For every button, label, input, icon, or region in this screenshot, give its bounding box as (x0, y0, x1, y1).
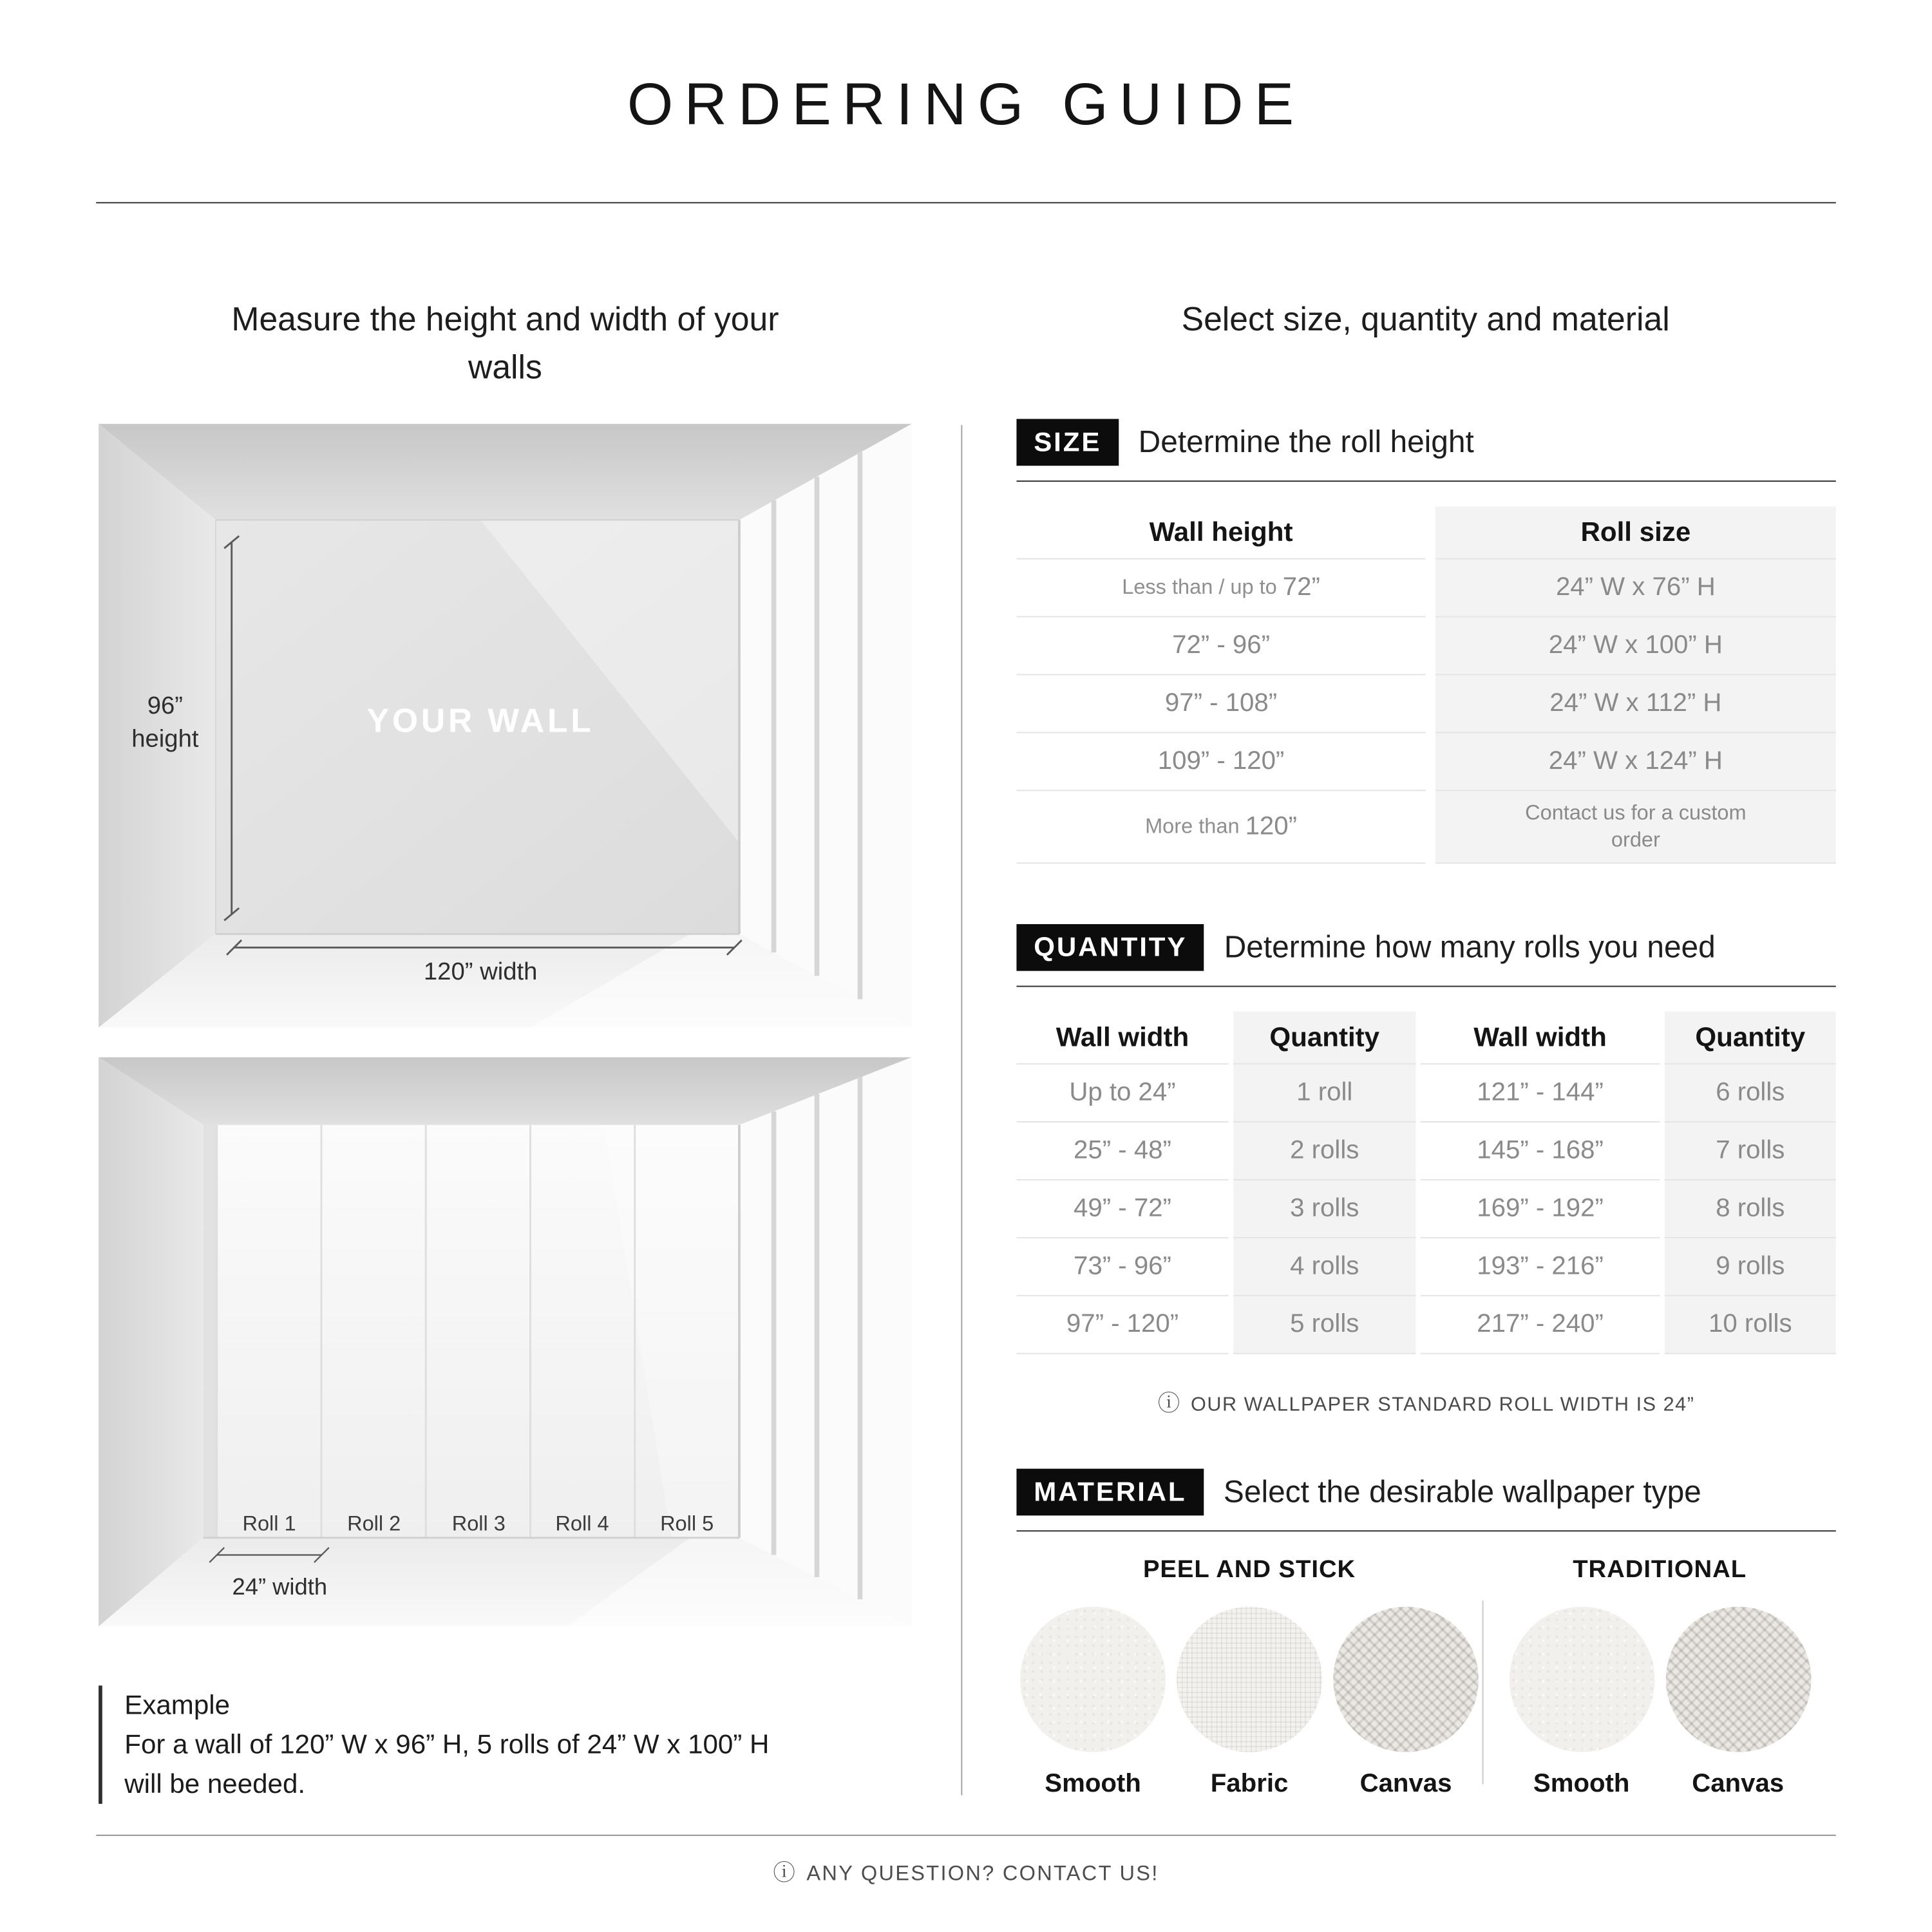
swatch-row (1484, 1607, 1836, 1799)
canvas-texture-icon (1665, 1607, 1811, 1752)
your-wall-label: YOUR WALL (366, 702, 594, 739)
material-subtitle: Select the desirable wallpaper type (1223, 1474, 1701, 1509)
quantity-badge: QUANTITY (1016, 924, 1204, 971)
wall-width-cell: 217” - 240” (1421, 1296, 1660, 1354)
quantity-cell: 5 rolls (1233, 1296, 1416, 1354)
wall-height-value: 97” - 108” (1164, 688, 1278, 717)
swatch-fabric (1177, 1607, 1322, 1799)
roll-size-cell: 24” W x 124” H (1435, 733, 1836, 791)
note-text: OUR WALLPAPER STANDARD ROLL WIDTH IS 24” (1191, 1394, 1695, 1416)
roll-label: Roll 4 (555, 1511, 609, 1535)
roll-width-label: 24” width (232, 1575, 328, 1601)
example-note (99, 1685, 888, 1803)
roll-label: Roll 2 (347, 1511, 401, 1535)
roll-size-cell: 24” W x 112” H (1435, 675, 1836, 733)
wall-width-cell: 145” - 168” (1421, 1122, 1660, 1180)
roll-layout-diagram (99, 1057, 912, 1627)
material-groups (1016, 1556, 1835, 1799)
roll-size-cell: 24” W x 76” H (1435, 560, 1836, 618)
roll-label: Roll 5 (660, 1511, 714, 1535)
quantity-cell: 10 rolls (1665, 1296, 1836, 1354)
footer-note (0, 1855, 1932, 1888)
quantity-cell: 7 rolls (1665, 1122, 1836, 1180)
wallpaper-rolls (217, 1125, 739, 1538)
wall-width-cell: 49” - 72” (1016, 1180, 1228, 1238)
quantity-cell: 9 rolls (1665, 1238, 1836, 1296)
quantity-cell: 6 rolls (1665, 1065, 1836, 1122)
smooth-texture-icon (1509, 1607, 1654, 1752)
roll-size-header: Roll size (1435, 506, 1836, 559)
material-badge: MATERIAL (1016, 1469, 1204, 1516)
wall-height-cell (1016, 675, 1425, 733)
quantity-cell: 3 rolls (1233, 1180, 1416, 1238)
roll-label: Roll 1 (242, 1511, 296, 1535)
wall-width-cell: 193” - 216” (1421, 1238, 1660, 1296)
height-value: 96” (147, 692, 184, 720)
height-word: height (131, 725, 199, 753)
swatch-label: Canvas (1359, 1769, 1452, 1798)
footer-divider (96, 1835, 1836, 1836)
wall-width-cell: Up to 24” (1016, 1065, 1228, 1122)
select-heading: Select size, quantity and material (1181, 300, 1670, 338)
footer-text: ANY QUESTION? CONTACT US! (806, 1861, 1159, 1886)
quantity-section (1016, 924, 1835, 1418)
material-section-header (1016, 1469, 1835, 1532)
example-line1: For a wall of 120” W x 96” H, 5 rolls of 24” W x 100” H (124, 1728, 770, 1759)
wall-height-prefix: More than (1145, 814, 1245, 838)
roll-label: Roll 3 (451, 1511, 506, 1535)
quantity-section-header (1016, 924, 1835, 987)
size-badge: SIZE (1016, 419, 1119, 466)
wall-measurement-diagram (99, 424, 912, 1028)
fabric-texture-icon (1177, 1607, 1322, 1752)
wall-width-cell: 97” - 120” (1016, 1296, 1228, 1354)
wall-height-prefix: Less than / up to (1122, 575, 1283, 599)
group-title: TRADITIONAL (1573, 1556, 1747, 1584)
wall-width-cell: 121” - 144” (1421, 1065, 1660, 1122)
swatch-smooth (1020, 1607, 1166, 1799)
canvas-texture-icon (1333, 1607, 1479, 1752)
wall-width-label: 120” width (423, 958, 538, 986)
swatch-row (1016, 1607, 1482, 1799)
size-subtitle: Determine the roll height (1138, 424, 1474, 459)
wall-width-cell: 25” - 48” (1016, 1122, 1228, 1180)
example-heading: Example (124, 1689, 231, 1720)
quantity-header: Quantity (1665, 1012, 1836, 1065)
swatch-label: Canvas (1692, 1769, 1785, 1798)
wall-width-header: Wall width (1421, 1012, 1660, 1065)
wall-width-header: Wall width (1016, 1012, 1228, 1065)
quantity-cell: 8 rolls (1665, 1180, 1836, 1238)
group-title: PEEL AND STICK (1142, 1556, 1356, 1584)
info-icon: ⓘ (773, 1861, 797, 1886)
size-section-header (1016, 419, 1835, 482)
wall-height-value: 72” - 96” (1172, 630, 1270, 659)
size-table (1016, 506, 1835, 864)
measure-heading: Measure the height and width of your walls (231, 300, 779, 386)
wall-height-header: Wall height (1016, 506, 1425, 559)
quantity-cell: 2 rolls (1233, 1122, 1416, 1180)
swatch-smooth (1509, 1607, 1654, 1799)
swatch-label: Smooth (1045, 1769, 1141, 1798)
quantity-table (1016, 1012, 1835, 1354)
wall-height-cell (1016, 791, 1425, 864)
wall-width-cell: 73” - 96” (1016, 1238, 1228, 1296)
size-section (1016, 419, 1835, 864)
quantity-subtitle: Determine how many rolls you need (1224, 929, 1716, 965)
example-line2: will be needed. (124, 1768, 306, 1799)
info-icon: ⓘ (1157, 1391, 1181, 1416)
left-wall (99, 1057, 204, 1627)
roll-size-cell: 24” W x 100” H (1435, 618, 1836, 676)
column-divider (961, 425, 962, 1795)
material-group-peel-and-stick (1016, 1556, 1482, 1799)
room-illustration (99, 1057, 912, 1627)
window-wall (739, 1057, 912, 1627)
wall-height-label (108, 690, 222, 756)
material-section (1016, 1469, 1835, 1799)
wall-height-cell (1016, 733, 1425, 791)
wall-height-value: 72” (1282, 573, 1320, 601)
quantity-cell: 4 rolls (1233, 1238, 1416, 1296)
swatch-label: Smooth (1533, 1769, 1630, 1798)
roll-size-cell: Contact us for a custom order (1435, 791, 1836, 864)
header-divider (96, 202, 1836, 204)
material-group-traditional (1484, 1556, 1836, 1799)
swatch-canvas (1665, 1607, 1811, 1799)
window-wall (739, 424, 912, 1028)
quantity-cell: 1 roll (1233, 1065, 1416, 1122)
standard-roll-width-note (1016, 1386, 1835, 1418)
swatch-label: Fabric (1210, 1769, 1289, 1798)
wall-width-cell: 169” - 192” (1421, 1180, 1660, 1238)
wall-height-cell (1016, 618, 1425, 676)
wall-height-cell (1016, 560, 1425, 618)
swatch-canvas (1333, 1607, 1479, 1799)
wall-height-value: 109” - 120” (1157, 746, 1285, 775)
page-title: ORDERING GUIDE (627, 72, 1305, 138)
wall-height-value: 120” (1245, 811, 1297, 840)
quantity-header: Quantity (1233, 1012, 1416, 1065)
smooth-texture-icon (1020, 1607, 1166, 1752)
